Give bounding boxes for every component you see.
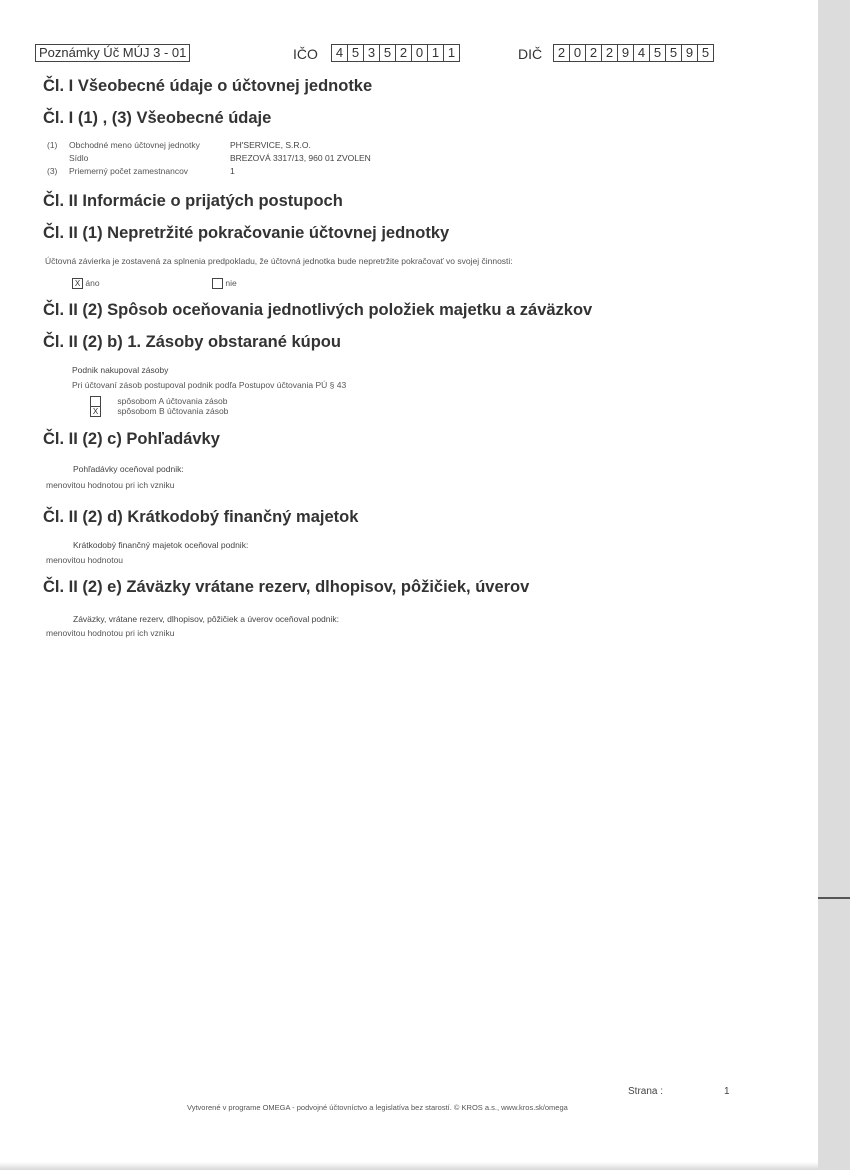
scan-gutter bbox=[818, 0, 850, 1170]
continuity-statement: Účtovná závierka je zostavená za splnenia predpokladu, že účtovná jednotka bude nepretržite pokračovať vo svojej činnosti: bbox=[45, 256, 513, 266]
row-value: 1 bbox=[230, 166, 235, 176]
section-2-2e-title: Čl. II (2) e) Záväzky vrátane rezerv, dlhopisov, pôžičiek, úverov bbox=[43, 578, 530, 596]
footer-credit: Vytvorené v programe OMEGA - podvojné účtovníctvo a legislatíva bez starostí. © KROS a.s., www.kros.sk/omega bbox=[187, 1103, 568, 1112]
section-2-2b-title: Čl. II (2) b) 1. Zásoby obstarané kúpou bbox=[43, 333, 341, 351]
dic-digit: 2 bbox=[554, 44, 570, 62]
ico-digit: 2 bbox=[396, 44, 412, 62]
dic-digit: 5 bbox=[650, 44, 666, 62]
form-id-box: Poznámky Úč MÚJ 3 - 01 bbox=[35, 44, 190, 62]
dic-digit: 4 bbox=[634, 44, 650, 62]
section-2-2d-title: Čl. II (2) d) Krátkodobý finančný majetok bbox=[43, 508, 359, 526]
inventory-method-note: Pri účtovaní zásob postupoval podnik podľa Postupov účtovania PÚ § 43 bbox=[72, 380, 347, 390]
ico-digit: 4 bbox=[332, 44, 348, 62]
row-value: BREZOVÁ 3317/13, 960 01 ZVOLEN bbox=[230, 153, 371, 163]
ico-digit: 3 bbox=[364, 44, 380, 62]
dic-digit: 9 bbox=[682, 44, 698, 62]
continuity-yes-option bbox=[72, 278, 100, 289]
inventory-option-a-label: spôsobom A účtovania zásob bbox=[117, 396, 228, 406]
page-number: 1 bbox=[724, 1086, 730, 1097]
dic-digit: 5 bbox=[698, 44, 714, 62]
page-label: Strana : bbox=[628, 1086, 664, 1097]
row-label: Obchodné meno účtovnej jednotky bbox=[69, 140, 200, 150]
liabilities-value: menovitou hodnotou pri ich vzniku bbox=[46, 628, 175, 638]
continuity-no-option bbox=[212, 278, 237, 289]
scan-gutter-mark bbox=[818, 897, 850, 899]
section-2-2c-title: Čl. II (2) c) Pohľadávky bbox=[43, 430, 220, 448]
ico-digit: 1 bbox=[428, 44, 444, 62]
section-1-sub-title: Čl. I (1) , (3) Všeobecné údaje bbox=[43, 109, 272, 127]
ico-digit-boxes bbox=[331, 44, 460, 62]
ico-digit: 5 bbox=[348, 44, 364, 62]
inventory-option-b-checkbox[interactable]: X bbox=[90, 406, 101, 417]
dic-digit: 2 bbox=[602, 44, 618, 62]
ico-label: IČO bbox=[293, 46, 318, 62]
continuity-no-checkbox[interactable] bbox=[212, 278, 223, 289]
receivables-label: Pohľadávky oceňoval podnik: bbox=[73, 464, 184, 474]
continuity-yes-checkbox[interactable]: X bbox=[72, 278, 83, 289]
liabilities-label: Záväzky, vrátane rezerv, dlhopisov, pôžičiek a úverov oceňoval podnik: bbox=[73, 614, 339, 624]
scan-bottom-edge bbox=[0, 1162, 818, 1170]
section-2-1-title: Čl. II (1) Nepretržité pokračovanie účtovnej jednotky bbox=[43, 224, 450, 242]
ico-digit: 5 bbox=[380, 44, 396, 62]
dic-digit: 0 bbox=[570, 44, 586, 62]
row-value: PH'SERVICE, S.R.O. bbox=[230, 140, 311, 150]
short-term-assets-label: Krátkodobý finančný majetok oceňoval podnik: bbox=[73, 540, 249, 550]
section-2-2-title: Čl. II (2) Spôsob oceňovania jednotlivých položiek majetku a záväzkov bbox=[43, 301, 593, 319]
continuity-no-label: nie bbox=[225, 278, 237, 288]
dic-digit: 2 bbox=[586, 44, 602, 62]
ico-digit: 0 bbox=[412, 44, 428, 62]
continuity-yes-label: áno bbox=[85, 278, 100, 288]
row-label: Priemerný počet zamestnancov bbox=[69, 166, 189, 176]
dic-digit: 5 bbox=[666, 44, 682, 62]
inventory-option-b bbox=[90, 406, 228, 417]
section-2-title: Čl. II Informácie o prijatých postupoch bbox=[43, 192, 343, 210]
row-label: Sídlo bbox=[69, 153, 89, 163]
dic-label: DIČ bbox=[518, 46, 543, 62]
inventory-purchase-note: Podnik nakupoval zásoby bbox=[72, 365, 169, 375]
row-number: (3) bbox=[47, 166, 58, 176]
dic-digit-boxes bbox=[553, 44, 714, 62]
dic-digit: 9 bbox=[618, 44, 634, 62]
ico-digit: 1 bbox=[444, 44, 460, 62]
short-term-assets-value: menovitou hodnotou bbox=[46, 555, 124, 565]
receivables-value: menovitou hodnotou pri ich vzniku bbox=[46, 480, 175, 490]
row-number: (1) bbox=[47, 140, 58, 150]
inventory-option-b-label: spôsobom B účtovania zásob bbox=[117, 406, 229, 416]
section-1-title: Čl. I Všeobecné údaje o účtovnej jednotke bbox=[43, 77, 373, 95]
